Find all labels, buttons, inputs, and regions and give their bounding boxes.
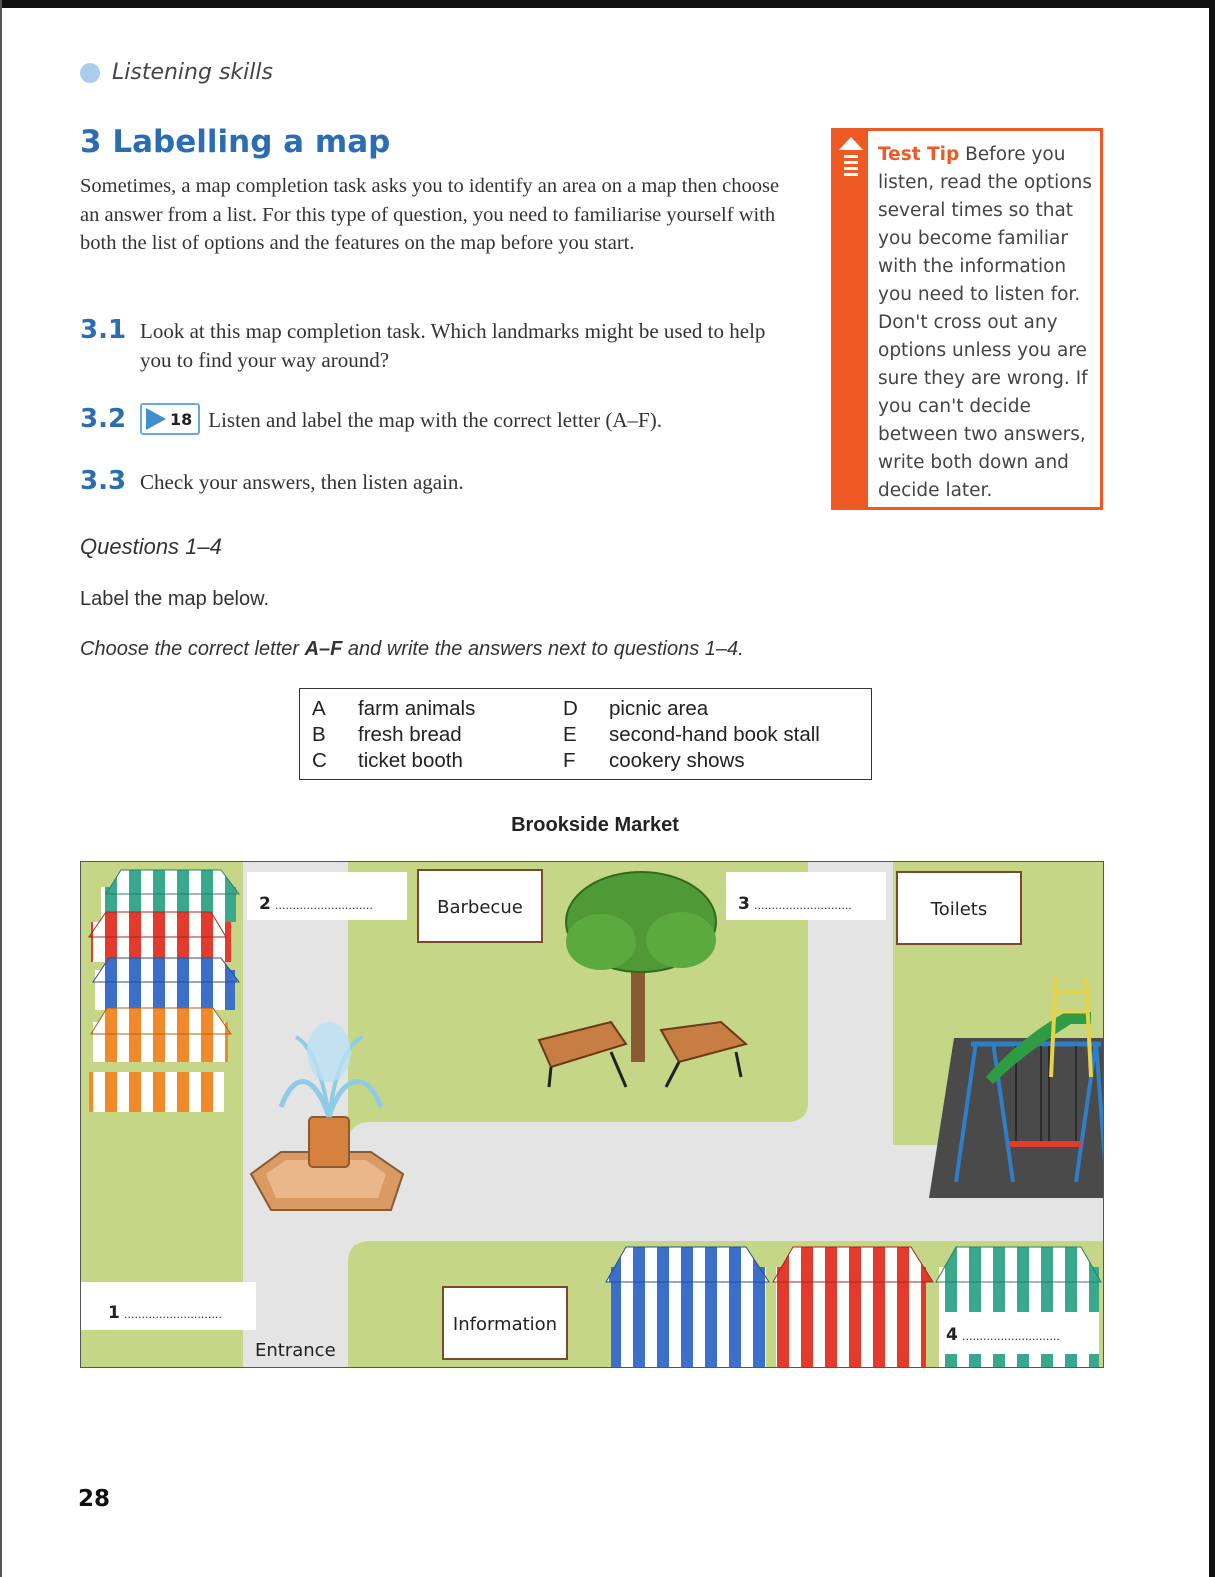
exercise-text: Listen and label the map with the correct letter (A–F).	[208, 408, 662, 432]
blank-1-dots: ............................	[124, 1308, 222, 1321]
questions-instruction: Label the map below.	[80, 588, 270, 610]
option-d: D picnic area	[563, 697, 709, 720]
blank-3-dots: ............................	[754, 899, 852, 912]
market-map	[80, 861, 1104, 1368]
map-label-information: Information	[452, 1314, 558, 1335]
scan-border-top	[0, 0, 1215, 8]
choose-prefix: Choose the correct letter	[80, 638, 305, 660]
option-b: B fresh bread	[312, 723, 462, 746]
path-vertical-left	[243, 862, 348, 1368]
stalls-left-icon	[89, 870, 239, 1112]
map-label-toilets: Toilets	[930, 899, 988, 920]
choose-suffix: and write the answers next to questions 1–4.	[342, 638, 744, 660]
test-tip-box	[831, 128, 1103, 510]
exercise-text: Look at this map completion task. Which landmarks might be used to help you to find your way around?	[140, 319, 766, 372]
choose-letters: A–F	[304, 638, 343, 660]
exercise-text: Check your answers, then listen again.	[140, 470, 464, 494]
page-title: 3 Labelling a map	[80, 124, 391, 160]
blank-4-dots: ............................	[962, 1330, 1060, 1343]
intro-paragraph: Sometimes, a map completion task asks you to identify an area on a map then choose an answer from a list. For this type of question, you need to familiarise yourself with both the list of options and the features on the map before you start.	[80, 175, 780, 254]
tip-heading: Test Tip	[878, 144, 960, 165]
page-number: 28	[78, 1486, 111, 1512]
blank-2-number: 2	[259, 894, 271, 914]
tip-text-block	[878, 141, 1093, 505]
exercise-number: 3.1	[80, 315, 127, 345]
questions-title: Questions 1–4	[80, 534, 222, 559]
play-icon	[146, 408, 166, 430]
exercise-3-3	[80, 466, 780, 497]
scan-border-left	[0, 0, 2, 1577]
tip-body: Before you listen, read the options several times so that you become familiar with the information you need to listen for. Don't cross out any options unless you are sure they are wrong. If you can't decide between two answers, write both down and decide later.	[878, 144, 1092, 501]
section-dot-icon	[80, 63, 100, 83]
section-label: Listening skills	[112, 60, 273, 85]
exercise-number: 3.2	[80, 404, 127, 434]
blank-3-number: 3	[738, 894, 750, 914]
blank-2-dots: ............................	[275, 899, 373, 912]
questions-choose	[80, 638, 744, 661]
options-box	[299, 688, 872, 780]
blank-3-box	[726, 872, 886, 920]
tip-lines-icon	[844, 155, 858, 179]
map-label-barbecue: Barbecue	[437, 897, 523, 918]
blank-1-number: 1	[108, 1303, 120, 1323]
scan-border-right	[1209, 0, 1215, 1577]
audio-track-button[interactable]	[140, 403, 200, 435]
exercise-body	[140, 406, 800, 438]
option-a: A farm animals	[312, 697, 476, 720]
map-title: Brookside Market	[511, 814, 679, 836]
option-c: C ticket booth	[312, 749, 463, 772]
exercise-3-2	[80, 404, 800, 438]
blank-2-box	[247, 872, 407, 920]
section-header	[80, 60, 273, 85]
option-f: F cookery shows	[563, 749, 745, 772]
audio-track-number: 18	[170, 409, 193, 429]
tip-sidebar	[834, 131, 868, 507]
blank-4-number: 4	[946, 1325, 958, 1345]
exercise-number: 3.3	[80, 466, 127, 496]
exercise-3-1	[80, 315, 780, 375]
arrow-up-icon	[839, 137, 863, 150]
option-e: E second-hand book stall	[563, 723, 820, 746]
map-label-entrance: Entrance	[255, 1340, 336, 1361]
